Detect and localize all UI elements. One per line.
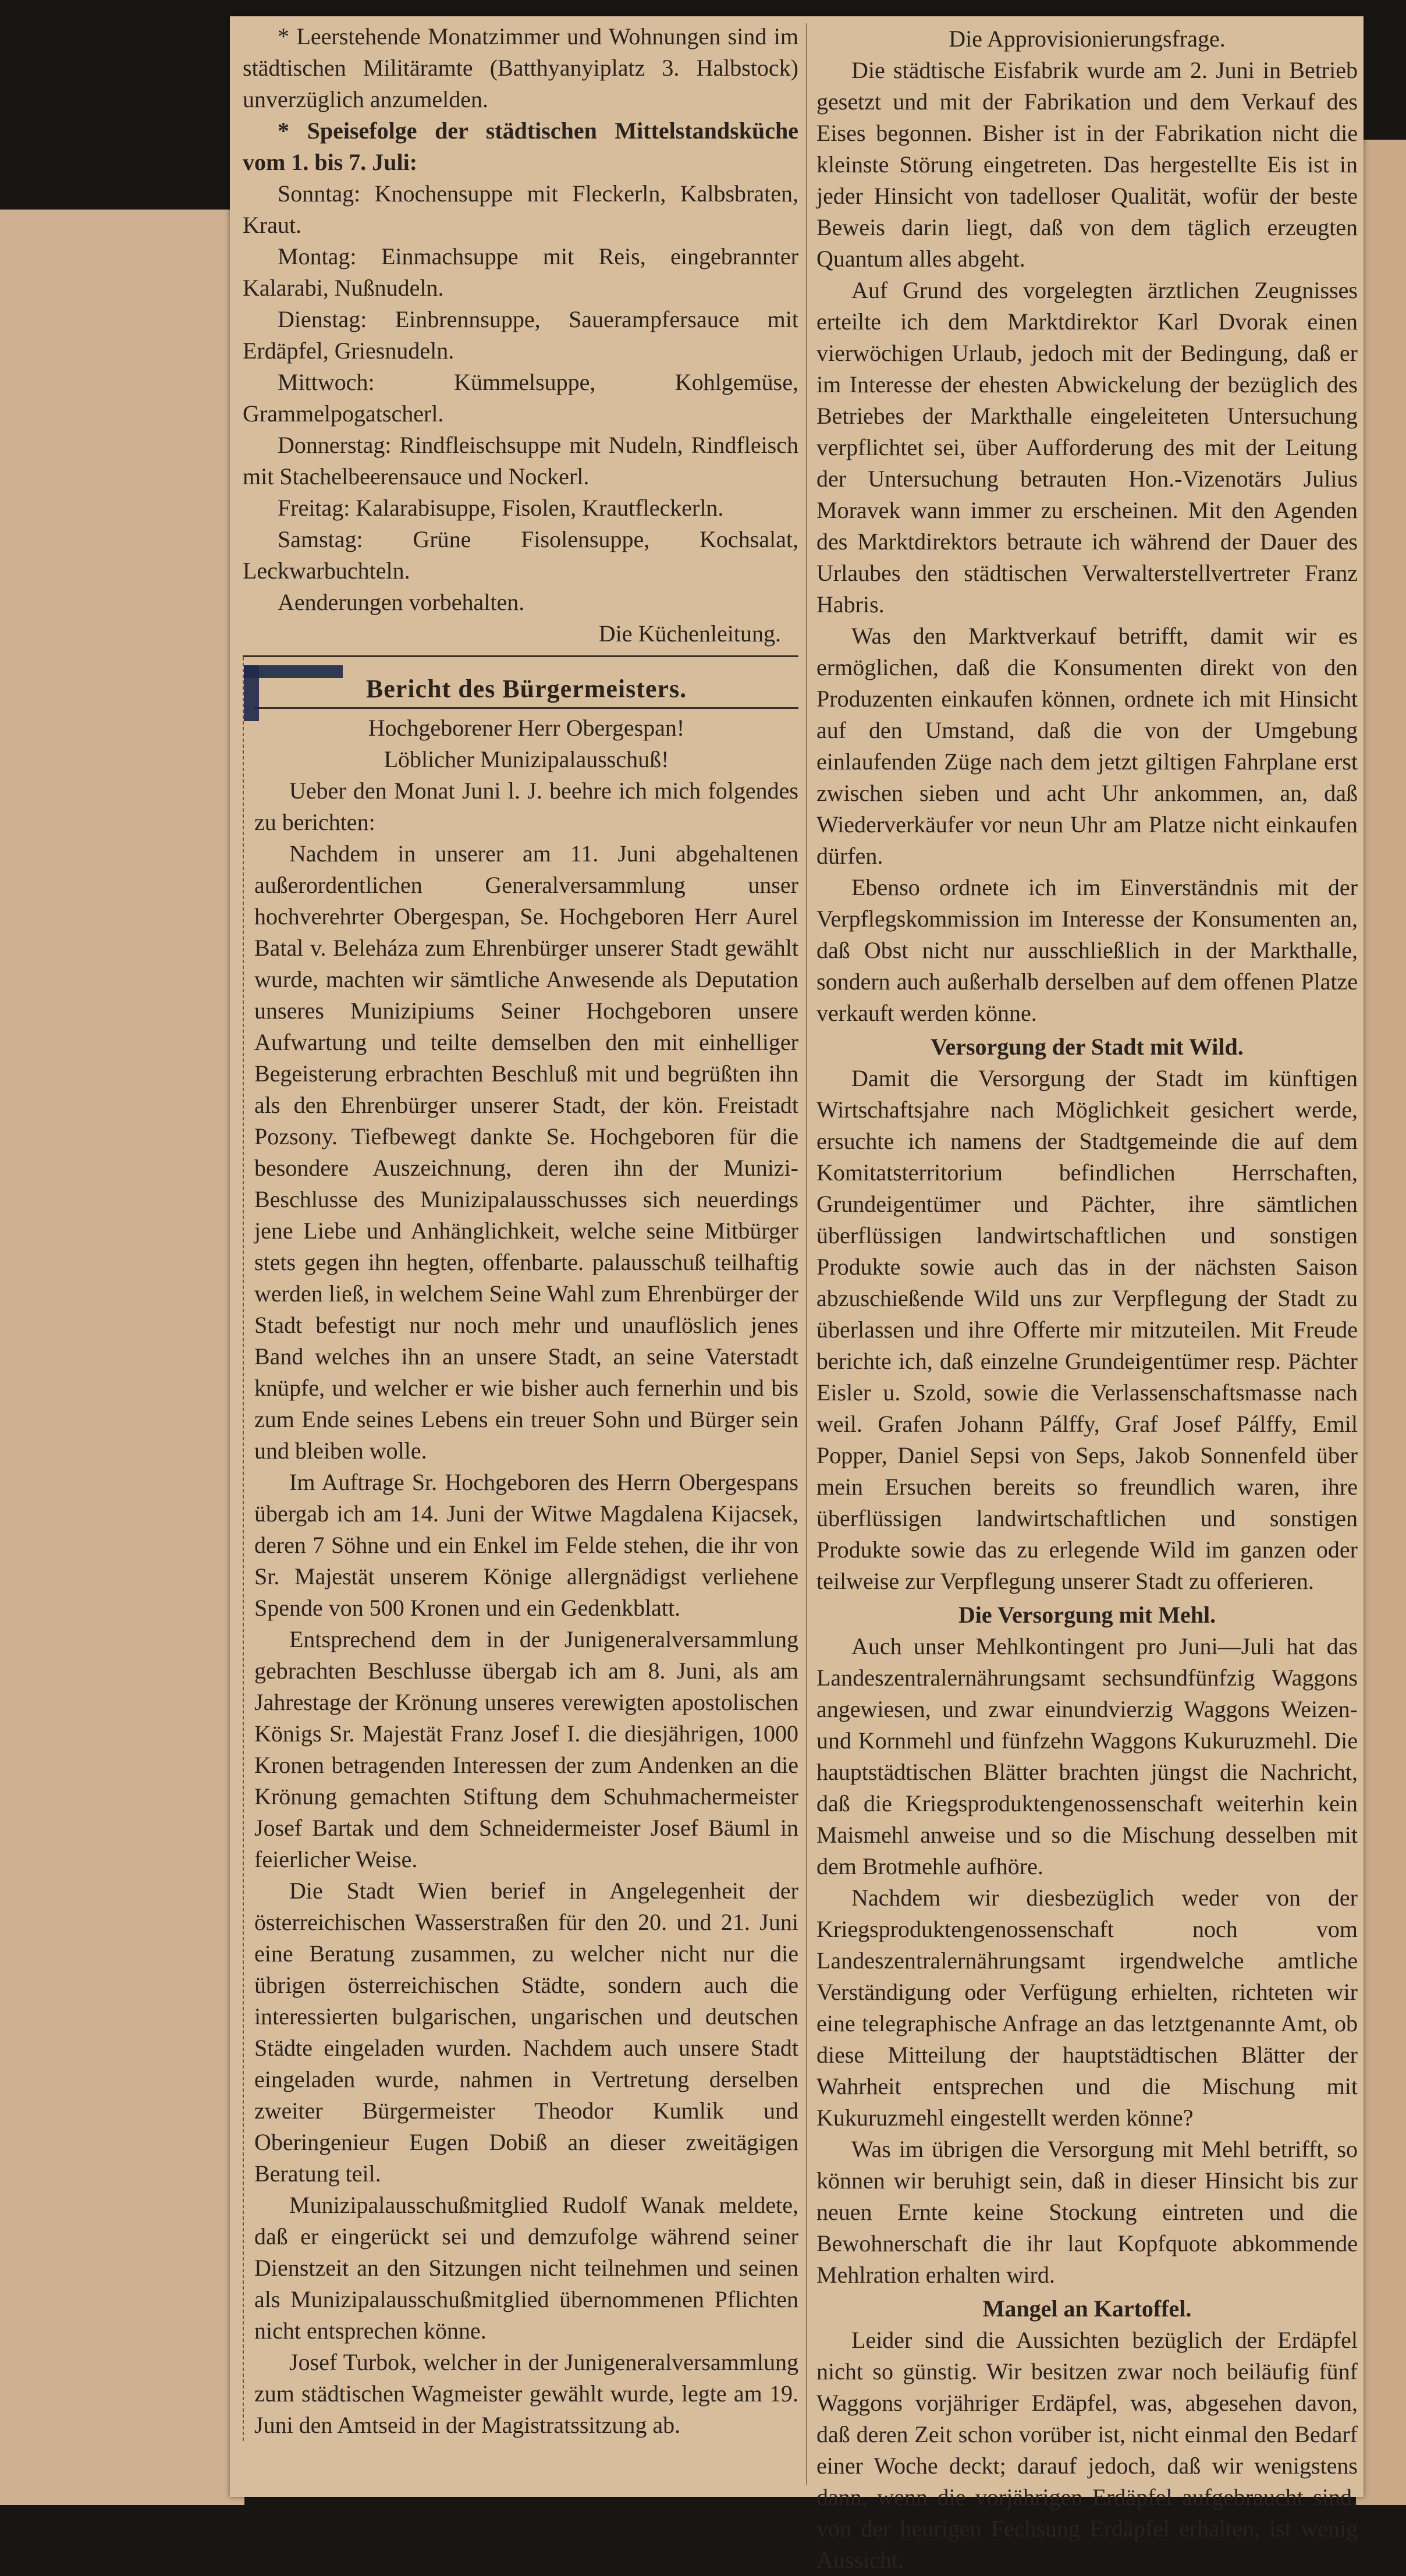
article-paragraph: Die städtische Eisfabrik wurde am 2. Juni in Betrieb gesetzt und mit der Fabrikation und dem Verkauf des Eises begonnen. Bisher ist in der Fabrikation nicht die kleinste Störung eingetreten. Das hergestellte Eis ist in jeder Hinsicht von tadelloser Qualität, wofür der beste Beweis darin liegt, daß von dem täglich erzeugten Quantum alles abgeht. (816, 57, 1358, 272)
salutation: Hochgeborener Herr Obergespan! (368, 715, 685, 741)
salutation: Löblicher Munizipalausschuß! (384, 746, 669, 772)
flour-supply-heading: Die Versorgung mit Mehl. (958, 1602, 1216, 1628)
article-paragraph: Was den Marktverkauf betrifft, damit wir es ermöglichen, daß die Konsumenten direkt von den Produzenten einkaufen können, ordnete ich mit Hinsicht auf den Umstand, daß die von der Umgebung einlaufenden Züge nach dem jetzt giltigen Fahrplane erst zwischen sieben und acht Uhr ankommen, an, daß Wiederverkäufer vor neun Uhr am Platze nicht einkaufen dürfen. (816, 623, 1358, 869)
blue-pencil-mark (244, 665, 259, 721)
article-paragraph: Auch unser Mehlkontingent pro Juni—Juli hat das Landeszentralernährungsamt sechsundfünfzig Waggons angewiesen, und zwar einundvierzig Waggons Weizen- und Kornmehl und fünfzehn Waggons Kukuruzmehl. Die hauptstädtischen Blätter brachten jüngst die Nachricht, daß die Kriegsproduktengenossenschaft weiterhin kein Maismehl anweise und so die Mischung desselben mit dem Brotmehle aufhöre. (816, 1633, 1358, 1879)
menu-item: Dienstag: Einbrennsuppe, Sauerampfersauce mit Erdäpfel, Griesnudeln. (243, 306, 798, 364)
report-paragraph: Im Auftrage Sr. Hochgeboren des Herrn Obergespans übergab ich am 14. Juni der Witwe Magdalena Kijacsek, deren 7 Söhne und ein Enkel im Felde stehen, die ihr von Sr. Majestät unserem Könige allergnädigst verliehene Spende von 500 Kronen und ein Gedenkblatt. (254, 1469, 798, 1621)
article-paragraph: Damit die Versorgung der Stadt im künftigen Wirtschaftsjahre nach Möglichkeit gesichert werde, ersuchte ich namens der Stadtgemeinde die auf dem Komitatsterritorium befindlichen Herrschaften, Grundeigentümer und Pächter, ihre sämtlichen überflüssigen landwirtschaftlichen und sonstigen Produkte sowie auch das in der nächsten Saison abzuschießende Wild uns zur Verpflegung der Stadt zu überlassen und ihre Offerte mir mitzuteilen. Mit Freude berichte ich, daß einzelne Grundeigentümer resp. Pächter Eisler u. Szold, sowie die Verlassenschaftsmasse nach weil. Grafen Johann Pálffy, Graf Josef Pálffy, Emil Popper, Daniel Sepsi von Seps, Jakob Sonnenfeld über mein Ersuchen bereits so freundlich waren, ihre überflüssigen landwirtschaftlichen und sonstigen Produkte sowie das zu erlegende Wild im ganzen oder teilweise zur Verpflegung unserer Stadt zu offerieren. (816, 1065, 1358, 1594)
menu-signature: Die Küchenleitung. (598, 620, 781, 647)
newspaper-clipping (230, 16, 1364, 2573)
menu-title: * Speisefolge der städtischen Mittelstandsküche vom 1. bis 7. Juli: (243, 118, 798, 175)
article-paragraph: Leider sind die Aussichten bezüglich der Erdäpfel nicht so günstig. Wir besitzen zwar noch beiläufig fünf Waggons vorjähriger Erdäpfel, was, abgesehen davon, daß deren Zeit schon vorüber ist, nicht einmal den Bedarf einer Woche deckt; darauf jedoch, daß wir wenigstens dann, wenn die vorjährigen Erdäpfel aufgebraucht sind, von der heurigen Fechsung Erdäpfel erhalten, ist wenig Aussicht. (816, 2327, 1358, 2573)
menu-item: Aenderungen vorbehalten. (278, 589, 525, 615)
report-paragraph: Munizipalausschußmitglied Rudolf Wanak meldete, daß er eingerückt sei und demzufolge während seiner Dienstzeit an den Sitzungen nicht teilnehmen und seinen als Munizipalausschußmitglied übernommenen Pflichten nicht entsprechen könne. (254, 2192, 798, 2344)
article-paragraph: Nachdem wir diesbezüglich weder von der Kriegsproduktengenossenschaft noch vom Landeszentralernährungsamt irgendwelche amtliche Verständigung oder Verfügung erhielten, richteten wir eine telegraphische Anfrage an das letztgenannte Amt, ob diese Mitteilung der hauptstädtischen Blätter der Wahrheit entsprechen und die Mischung mit Kukuruzmehl eingestellt werden könne? (816, 1885, 1358, 2131)
mayor-report (243, 657, 798, 2441)
menu-item: Freitag: Kalarabisuppe, Fisolen, Krautfleckerln. (278, 495, 724, 521)
article-paragraph: Auf Grund des vorgelegten ärztlichen Zeugnisses erteilte ich dem Marktdirektor Karl Dvorak einen vierwöchigen Urlaub, jedoch mit der Bedingung, daß er im Interesse der ehesten Abwickelung der bezüglich des Betriebes der Markthalle eingeleiteten Untersuchung verpflichtet sei, über Aufforderung des mit der Leitung der Untersuchung betrauten Hon.-Vizenotärs Julius Moravek wann immer zu erscheinen. Mit den Agenden des Marktdirektors betraute ich während der Dauer des Urlaubes den städtischen Verwalterstellvertreter Franz Habris. (816, 277, 1358, 618)
menu-item: Sonntag: Knochensuppe mit Fleckerln, Kalbsbraten, Kraut. (243, 180, 798, 238)
approvisioning-heading: Die Approvisionierungsfrage. (949, 26, 1226, 52)
left-column (243, 21, 798, 2441)
menu-item: Mittwoch: Kümmelsuppe, Kohlgemüse, Grammelpogatscherl. (243, 369, 798, 427)
report-paragraph: Entsprechend dem in der Junigeneralversammlung gebrachten Beschlusse übergab ich am 8. Juni, als am Jahrestage der Krönung unseres verewigten apostolischen Königs Sr. Majestät Franz Josef I. die diesjährigen, 1000 Kronen betragenden Interessen der zum Andenken an die Krönung gemachten Stiftung dem Schuhmachermeister Josef Bartak und dem Schneidermeister Josef Bäuml in feierlicher Weise. (254, 1626, 798, 1872)
vacant-rooms-notice: * Leerstehende Monatzimmer und Wohnungen sind im städtischen Militäramte (Batthyanyiplatz 3. Halbstock) unverzüglich anzumelden. (243, 23, 798, 112)
article-paragraph: Ebenso ordnete ich im Einverständnis mit der Verpflegskommission im Interesse der Konsumenten an, daß Obst nicht nur ausschließlich in der Markthalle, sondern auch außerhalb derselben auf dem offenen Platze verkauft werden könne. (816, 874, 1358, 1026)
right-column (816, 21, 1358, 2576)
menu-item: Montag: Einmachsuppe mit Reis, eingebrannter Kalarabi, Nußnudeln. (243, 243, 798, 301)
report-paragraph: Josef Turbok, welcher in der Junigeneralversammlung zum städtischen Wagmeister gewählt wurde, legte am 19. Juni den Amtseid in der Magistratssitzung ab. (254, 2349, 798, 2438)
report-paragraph: Ueber den Monat Juni l. J. beehre ich mich folgendes zu berichten: (254, 778, 798, 835)
column-divider (806, 23, 807, 2485)
report-paragraph: Die Stadt Wien berief in Angelegenheit der österreichischen Wasserstraßen für den 20. und 21. Juni eine Beratung zusammen, zu welcher nicht nur die übrigen österreichischen Städte, sondern auch die interessierten bulgarischen, ungarischen und deutschen Städte eingeladen wurden. Nachdem auch unsere Stadt eingeladen wurde, nahmen in Vertretung derselben zweiter Bürgermeister Theodor Kumlik und Oberingenieur Eugen Dobiß an dieser zweitägigen Beratung teil. (254, 1878, 798, 2187)
potato-shortage-heading: Mangel an Kartoffel. (982, 2295, 1192, 2322)
background-paper-left (0, 210, 244, 2505)
game-supply-heading: Versorgung der Stadt mit Wild. (931, 1034, 1244, 1060)
menu-item: Samstag: Grüne Fisolensuppe, Kochsalat, Leckwarbuchteln. (243, 526, 798, 584)
report-paragraph: Nachdem in unserer am 11. Juni abgehaltenen außerordentlichen Generalversammlung unser hochverehrter Obergespan, Se. Hochgeboren Herr Aurel Batal v. Beleháza zum Ehrenbürger unserer Stadt gewählt wurde, machten wir sämtliche Anwesende als Deputation unseres Munizipiums Seiner Hochgeboren unsere Aufwartung und teilte demselben den mit einhelliger Begeisterung erbrachten Beschluß mit und begrüßten ihn als den Ehrenbürger unserer Stadt, der kön. Freistadt Pozsony. Tiefbewegt dankte Se. Hochgeboren für die besondere Auszeichnung, deren ihn der Munizi- Beschlusse des Munizipalausschusses sich neuerdings jene Liebe und Anhänglichkeit, welche seine Mitbürger stets gegen ihn hegten, offenbarte. palausschuß teilhaftig werden ließ, in welchem Seine Wahl zum Ehrenbürger der Stadt befestigt nur noch mehr und unauflöslich jenes Band welches ihn an unsere Stadt, an seine Vaterstadt knüpfe, und welcher er wie bisher auch fernerhin und bis zum Ende seines Lebens ein treuer Sohn und Bürger sein und bleiben wolle. (254, 840, 798, 1464)
menu-item: Donnerstag: Rindfleischsuppe mit Nudeln, Rindfleisch mit Stachelbeerensauce und Nockerl. (243, 432, 798, 489)
report-title: Bericht des Bürgermeisters. (254, 673, 798, 709)
article-paragraph: Was im übrigen die Versorgung mit Mehl betrifft, so können wir beruhigt sein, daß in dieser Hinsicht bis zur neuen Ernte keine Stockung eintreten und die Bewohnerschaft die ihr laut Kopfquote abkommende Mehlration erhalten wird. (816, 2136, 1358, 2288)
